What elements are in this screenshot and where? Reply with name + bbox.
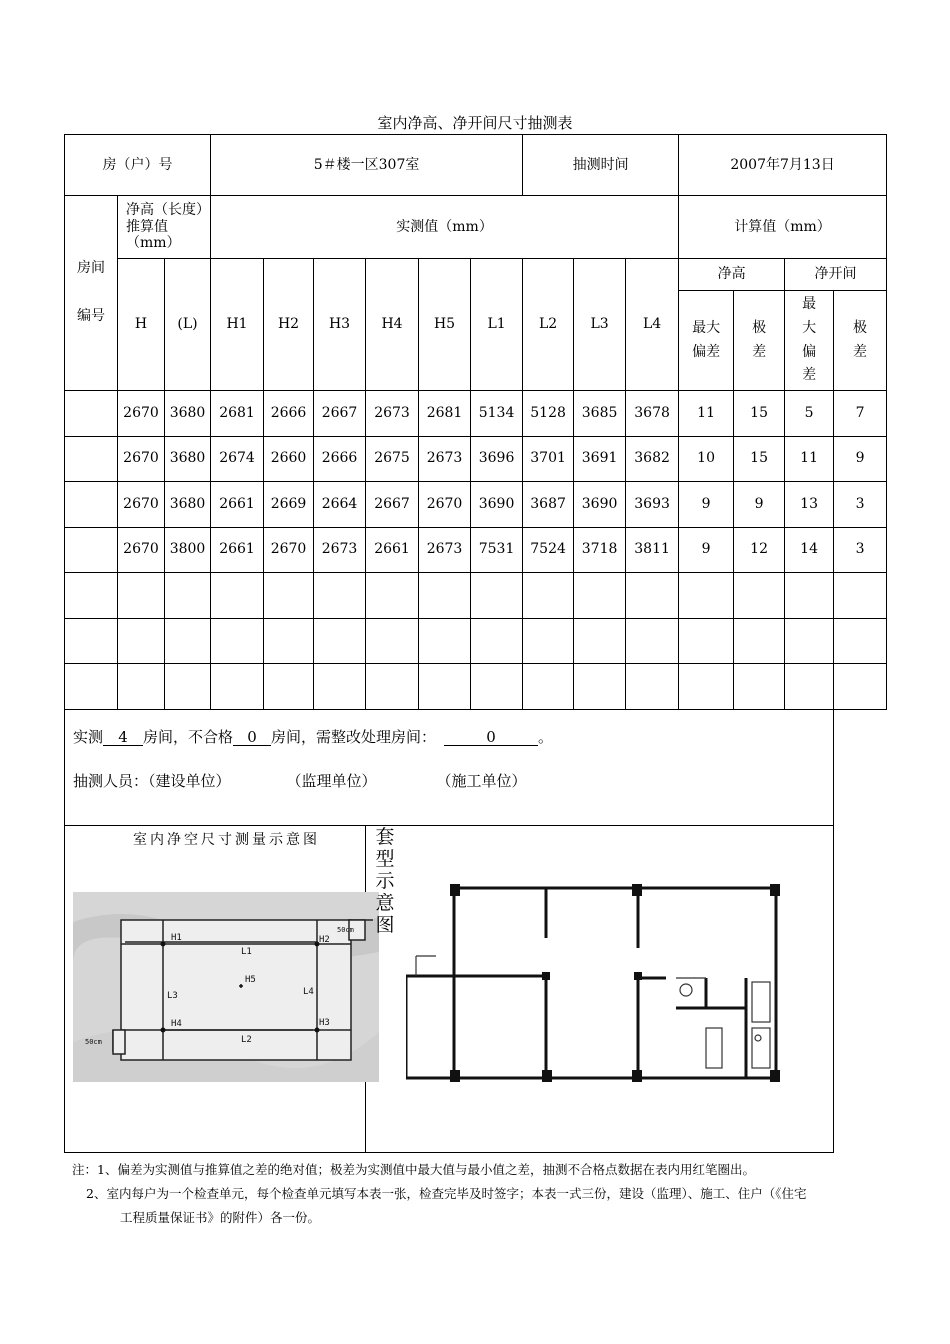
col-h5: H5: [419, 259, 471, 391]
label-50cm-bottom: 50cm: [85, 1037, 102, 1046]
col-l1: L1: [471, 259, 523, 391]
room-no-cell: [65, 482, 118, 528]
measured-count: 4: [103, 729, 143, 746]
table-cell: 2664: [314, 482, 366, 528]
range-height: 极 差: [734, 291, 785, 391]
room-no-cell: [65, 436, 118, 482]
table-cell: 5134: [471, 391, 523, 437]
table-row: [65, 618, 887, 664]
notes: [72, 1158, 892, 1230]
summary-text-1: 实测: [73, 727, 104, 746]
table-cell: [264, 618, 314, 664]
table-cell: 2670: [264, 527, 314, 573]
label-h3: H3: [319, 1017, 330, 1028]
personnel-label: 抽测人员：: [73, 771, 149, 790]
label-h2: H2: [319, 934, 330, 945]
table-cell: [734, 664, 785, 710]
label-h4: H4: [171, 1018, 182, 1029]
table-cell: 5: [785, 391, 834, 437]
max-dev-height: 最大 偏差: [679, 291, 734, 391]
table-cell: 3680: [165, 391, 211, 437]
table-cell: [366, 664, 419, 710]
table-cell: 12: [734, 527, 785, 573]
measurement-diagram: [73, 892, 379, 1082]
table-row: [65, 436, 887, 482]
table-cell: [211, 664, 264, 710]
table-cell: 9: [679, 482, 734, 528]
table-cell: [834, 618, 887, 664]
table-cell: 2681: [211, 391, 264, 437]
household-value: 5＃楼一区307室: [211, 135, 523, 196]
table-cell: 2674: [211, 436, 264, 482]
table-cell: 3696: [471, 436, 523, 482]
table-cell: [419, 664, 471, 710]
table-cell: 3680: [165, 436, 211, 482]
table-cell: 3690: [471, 482, 523, 528]
measured-header: 实测值（mm）: [211, 196, 679, 259]
table-cell: [118, 573, 165, 619]
table-cell: [626, 664, 679, 710]
col-l2: L2: [523, 259, 574, 391]
col-h4: H4: [366, 259, 419, 391]
col-l3: L3: [574, 259, 626, 391]
table-cell: 9: [679, 527, 734, 573]
table-cell: 2670: [118, 482, 165, 528]
floor-plan: [406, 878, 786, 1088]
table-cell: 2670: [118, 391, 165, 437]
table-cell: 11: [785, 436, 834, 482]
room-no-header: 房间 编号: [65, 196, 118, 391]
table-cell: [314, 618, 366, 664]
net-height-header: 净高: [679, 259, 785, 291]
room-no-cell: [65, 618, 118, 664]
summary-text-4: 。: [538, 727, 554, 746]
table-cell: 2661: [211, 482, 264, 528]
table-cell: [165, 573, 211, 619]
table-cell: [471, 573, 523, 619]
table-cell: 2673: [314, 527, 366, 573]
table-cell: [366, 573, 419, 619]
table-cell: 14: [785, 527, 834, 573]
table-cell: 9: [734, 482, 785, 528]
col-h2: H2: [264, 259, 314, 391]
table-cell: 3701: [523, 436, 574, 482]
table-row: [65, 664, 887, 710]
table-cell: [419, 618, 471, 664]
table-cell: 10: [679, 436, 734, 482]
computed-header: 计算值（mm）: [679, 196, 887, 259]
table-cell: 3687: [523, 482, 574, 528]
range-width: 极 差: [834, 291, 887, 391]
page-title: 室内净高、净开间尺寸抽测表: [377, 114, 573, 132]
col-l: (L): [165, 259, 211, 391]
table-cell: [264, 664, 314, 710]
table-cell: 5128: [523, 391, 574, 437]
table-cell: [574, 573, 626, 619]
col-l4: L4: [626, 259, 679, 391]
summary-cell: [65, 709, 834, 825]
table-cell: 15: [734, 436, 785, 482]
table-cell: 2667: [314, 391, 366, 437]
table-cell: 13: [785, 482, 834, 528]
summary-text-2: 房间，不合格: [143, 727, 234, 746]
table-cell: 2670: [118, 436, 165, 482]
table-cell: 3678: [626, 391, 679, 437]
table-cell: 2670: [118, 527, 165, 573]
room-no-cell: [65, 573, 118, 619]
table-cell: 2670: [419, 482, 471, 528]
table-cell: [211, 573, 264, 619]
table-cell: [523, 618, 574, 664]
table-row: [65, 527, 887, 573]
room-no-cell: [65, 527, 118, 573]
table-cell: [471, 618, 523, 664]
table-cell: [734, 618, 785, 664]
table-cell: [118, 664, 165, 710]
summary-text-3: 房间，需整改处理房间：: [271, 727, 437, 746]
table-cell: [211, 618, 264, 664]
label-50cm-top: 50cm: [337, 925, 354, 934]
floor-plan-cell: [366, 825, 834, 1152]
table-cell: 3800: [165, 527, 211, 573]
table-cell: 2666: [264, 391, 314, 437]
table-cell: [366, 618, 419, 664]
note-3: 工程质量保证书》的附件）各一份。: [120, 1210, 321, 1225]
table-cell: 3: [834, 527, 887, 573]
table-cell: 3685: [574, 391, 626, 437]
table-cell: 2666: [314, 436, 366, 482]
table-cell: 3: [834, 482, 887, 528]
table-cell: 9: [834, 436, 887, 482]
table-cell: [118, 618, 165, 664]
table-cell: [834, 573, 887, 619]
table-cell: [626, 618, 679, 664]
plan-label: 套型示意图: [375, 825, 395, 936]
rectify-count: 0: [444, 729, 538, 746]
table-cell: 7: [834, 391, 887, 437]
unit-construct: （施工单位）: [436, 771, 527, 790]
table-cell: [264, 573, 314, 619]
table-cell: [785, 573, 834, 619]
diagram-title: 室内净空尺寸测量示意图: [133, 831, 320, 848]
table-cell: 7531: [471, 527, 523, 573]
table-cell: 2667: [366, 482, 419, 528]
table-cell: 2669: [264, 482, 314, 528]
room-no-cell: [65, 664, 118, 710]
max-dev-width: 最 大 偏 差: [785, 291, 834, 391]
table-cell: 2681: [419, 391, 471, 437]
table-cell: [626, 573, 679, 619]
table-cell: 7524: [523, 527, 574, 573]
table-cell: [574, 664, 626, 710]
fail-count: 0: [233, 729, 271, 746]
label-l4: L4: [303, 986, 314, 997]
table-cell: 2661: [366, 527, 419, 573]
table-cell: [574, 618, 626, 664]
table-cell: [314, 573, 366, 619]
label-l2: L2: [241, 1034, 252, 1045]
table-row: [65, 482, 887, 528]
estimate-header: 净高（长度） 推算值（mm）: [118, 196, 211, 259]
col-h: H: [118, 259, 165, 391]
table-cell: 3718: [574, 527, 626, 573]
net-width-header: 净开间: [785, 259, 887, 291]
date-label: 抽测时间: [523, 135, 679, 196]
col-h1: H1: [211, 259, 264, 391]
measurement-diagram-cell: [65, 825, 366, 1152]
table-cell: [523, 573, 574, 619]
table-cell: [679, 664, 734, 710]
col-h3: H3: [314, 259, 366, 391]
table-cell: 3690: [574, 482, 626, 528]
table-cell: 2673: [419, 436, 471, 482]
room-no-cell: [65, 391, 118, 437]
date-value: 2007年7月13日: [679, 135, 887, 196]
table-cell: [165, 664, 211, 710]
table-cell: 2675: [366, 436, 419, 482]
table-cell: [834, 664, 887, 710]
table-row: [65, 573, 887, 619]
table-cell: 2660: [264, 436, 314, 482]
unit-supervise: （监理单位）: [286, 771, 377, 790]
table-cell: 2673: [366, 391, 419, 437]
table-cell: [314, 664, 366, 710]
table-cell: [679, 618, 734, 664]
label-l1: L1: [241, 946, 252, 957]
table-cell: 3691: [574, 436, 626, 482]
table-cell: 3680: [165, 482, 211, 528]
table-cell: [679, 573, 734, 619]
label-h1: H1: [171, 932, 182, 943]
table-cell: [165, 618, 211, 664]
note-1: 注：1、偏差为实测值与推算值之差的绝对值；极差为实测值中最大值与最小值之差，抽测不合格点数据在表内用红笔圈出。: [72, 1162, 755, 1177]
household-label: 房（户）号: [65, 135, 211, 196]
table-cell: [785, 664, 834, 710]
label-h5: H5: [245, 974, 256, 985]
inspection-table: [64, 134, 887, 1153]
table-cell: 2673: [419, 527, 471, 573]
table-cell: [419, 573, 471, 619]
table-cell: 3682: [626, 436, 679, 482]
table-cell: 3693: [626, 482, 679, 528]
table-cell: 2661: [211, 527, 264, 573]
label-l3: L3: [167, 990, 178, 1001]
table-cell: 15: [734, 391, 785, 437]
note-2: 2、室内每户为一个检查单元，每个检查单元填写本表一张，检查完毕及时签字；本表一式三份，建设（监理）、施工、住户（《住宅: [86, 1186, 807, 1201]
table-cell: [523, 664, 574, 710]
table-cell: 11: [679, 391, 734, 437]
table-cell: [734, 573, 785, 619]
table-cell: [471, 664, 523, 710]
unit-build: （建设单位）: [148, 771, 231, 790]
table-row: [65, 391, 887, 437]
table-cell: [785, 618, 834, 664]
table-cell: 3811: [626, 527, 679, 573]
